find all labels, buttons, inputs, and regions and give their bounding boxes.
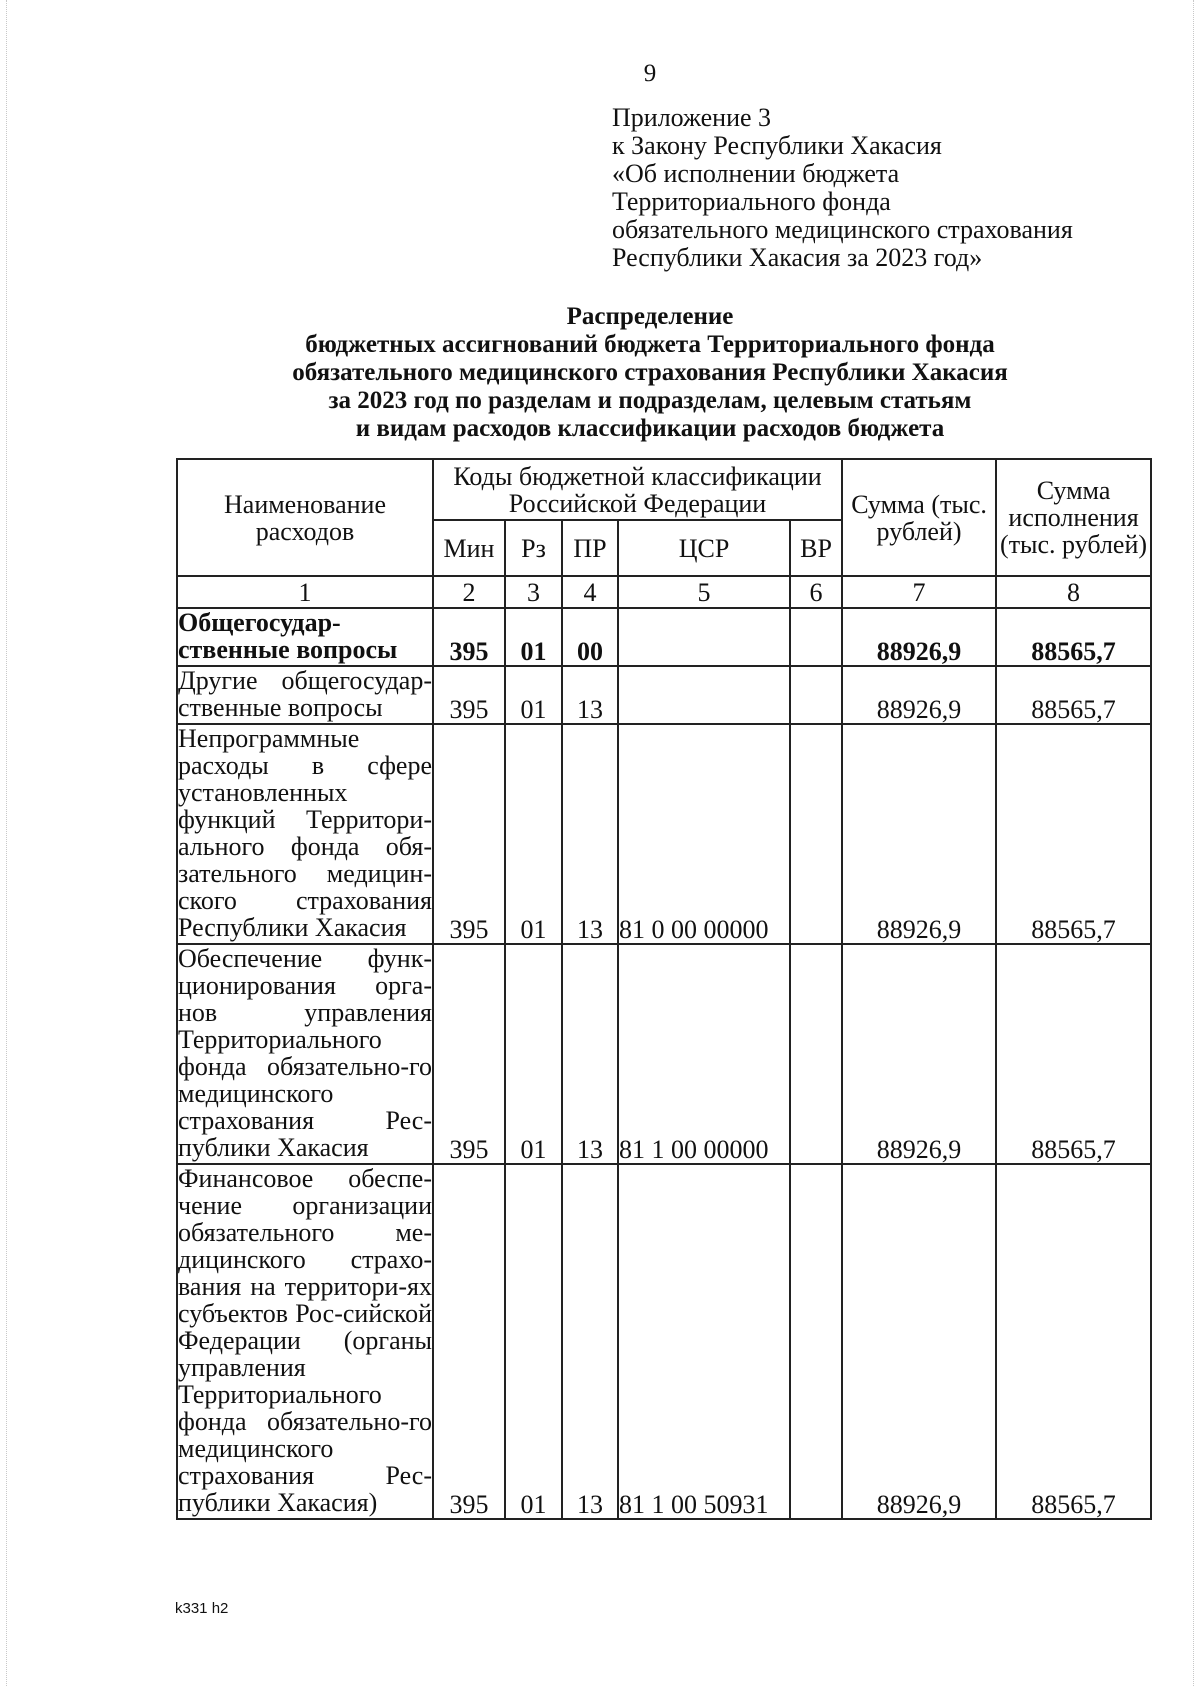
title-line: за 2023 год по разделам и подразделам, целевым статьям bbox=[328, 387, 972, 414]
row-vr bbox=[790, 724, 842, 944]
header-sum-exec: Сумма исполнения (тыс. рублей) bbox=[996, 459, 1151, 576]
table-row bbox=[177, 1164, 1151, 1519]
appendix-reference bbox=[612, 104, 1073, 272]
table-row bbox=[177, 666, 1151, 724]
row-csr bbox=[618, 666, 790, 724]
right-dotted-margin bbox=[1193, 0, 1194, 1686]
header-name: Наименование расходов bbox=[177, 459, 433, 576]
appendix-line: к Закону Республики Хакасия bbox=[612, 131, 942, 160]
row-pr: 13 bbox=[562, 944, 618, 1164]
row-min: 395 bbox=[433, 944, 505, 1164]
footer-code: k331 h2 bbox=[175, 1600, 229, 1617]
appendix-line: Территориального фонда bbox=[612, 187, 891, 216]
row-name: Общегосудар-ственные вопросы bbox=[177, 608, 433, 666]
row-sum-exec: 88565,7 bbox=[996, 666, 1151, 724]
row-sum: 88926,9 bbox=[842, 724, 996, 944]
column-number: 5 bbox=[618, 576, 790, 608]
column-number: 3 bbox=[505, 576, 562, 608]
appendix-line: обязательного медицинского страхования bbox=[612, 215, 1073, 244]
row-name: Финансовое обеспе-чение организации обязательного ме-дицинского страхо-вания на территори-ях субъектов Рос-сийской Федерации (органы управления Территориального фонда обязательно-го медицинского страхования Рес-публики Хакасия) bbox=[178, 1164, 432, 1517]
row-sum-exec: 88565,7 bbox=[996, 944, 1151, 1164]
title-line: бюджетных ассигнований бюджета Территориального фонда bbox=[305, 331, 995, 358]
row-sum-exec: 88565,7 bbox=[996, 724, 1151, 944]
header-sum: Сумма (тыс. рублей) bbox=[842, 459, 996, 576]
header-min: Мин bbox=[433, 520, 505, 576]
row-csr: 81 1 00 00000 bbox=[618, 944, 790, 1164]
row-sum-exec: 88565,7 bbox=[996, 608, 1151, 666]
row-sum: 88926,9 bbox=[842, 944, 996, 1164]
title-line: обязательного медицинского страхования Республики Хакасия bbox=[292, 359, 1008, 386]
column-number: 8 bbox=[996, 576, 1151, 608]
row-min: 395 bbox=[433, 1164, 505, 1519]
row-csr bbox=[618, 608, 790, 666]
row-rz: 01 bbox=[505, 666, 562, 724]
row-rz: 01 bbox=[505, 1164, 562, 1519]
column-number: 6 bbox=[790, 576, 842, 608]
document-title bbox=[160, 303, 1140, 443]
appendix-line: «Об исполнении бюджета bbox=[612, 159, 900, 188]
row-vr bbox=[790, 1164, 842, 1519]
row-vr bbox=[790, 944, 842, 1164]
appendix-line: Приложение 3 bbox=[612, 103, 772, 132]
row-name: Обеспечение функ-ционирования орга-нов управления Территориального фонда обязательно-го медицинского страхования Рес-публики Хакасия bbox=[178, 944, 432, 1162]
row-pr: 00 bbox=[562, 608, 618, 666]
row-sum-exec: 88565,7 bbox=[996, 1164, 1151, 1519]
row-pr: 13 bbox=[562, 666, 618, 724]
header-vr: ВР bbox=[790, 520, 842, 576]
left-dotted-margin bbox=[6, 0, 7, 1686]
column-number: 7 bbox=[842, 576, 996, 608]
row-vr bbox=[790, 608, 842, 666]
page-number: 9 bbox=[643, 60, 657, 87]
table-row bbox=[177, 944, 1151, 1164]
row-min: 395 bbox=[433, 608, 505, 666]
header-pr: ПР bbox=[562, 520, 618, 576]
budget-table bbox=[176, 458, 1152, 1520]
row-rz: 01 bbox=[505, 724, 562, 944]
column-numbers-row bbox=[177, 576, 1151, 608]
row-rz: 01 bbox=[505, 608, 562, 666]
row-name: Непрограммные расходы в сфере установленных функций Территори-ального фонда обя-зательного медицин-ского страхования Республики Хакасия bbox=[178, 724, 432, 942]
row-name: Другие общегосудар-ственные вопросы bbox=[178, 666, 432, 722]
title-line: и видам расходов классификации расходов бюджета bbox=[355, 415, 945, 442]
row-pr: 13 bbox=[562, 1164, 618, 1519]
column-number: 2 bbox=[433, 576, 505, 608]
title-line: Распределение bbox=[566, 303, 734, 330]
table-row bbox=[177, 724, 1151, 944]
row-sum: 88926,9 bbox=[842, 1164, 996, 1519]
table-row bbox=[177, 608, 1151, 666]
row-rz: 01 bbox=[505, 944, 562, 1164]
row-vr bbox=[790, 666, 842, 724]
row-pr: 13 bbox=[562, 724, 618, 944]
row-min: 395 bbox=[433, 724, 505, 944]
row-min: 395 bbox=[433, 666, 505, 724]
header-codes-group: Коды бюджетной классификации Российской Федерации bbox=[433, 459, 842, 520]
row-csr: 81 1 00 50931 bbox=[618, 1164, 790, 1519]
row-sum: 88926,9 bbox=[842, 666, 996, 724]
header-csr: ЦСР bbox=[618, 520, 790, 576]
column-number: 1 bbox=[177, 576, 433, 608]
column-number: 4 bbox=[562, 576, 618, 608]
appendix-line: Республики Хакасия за 2023 год» bbox=[612, 243, 983, 272]
header-rz: Рз bbox=[505, 520, 562, 576]
row-csr: 81 0 00 00000 bbox=[618, 724, 790, 944]
row-sum: 88926,9 bbox=[842, 608, 996, 666]
